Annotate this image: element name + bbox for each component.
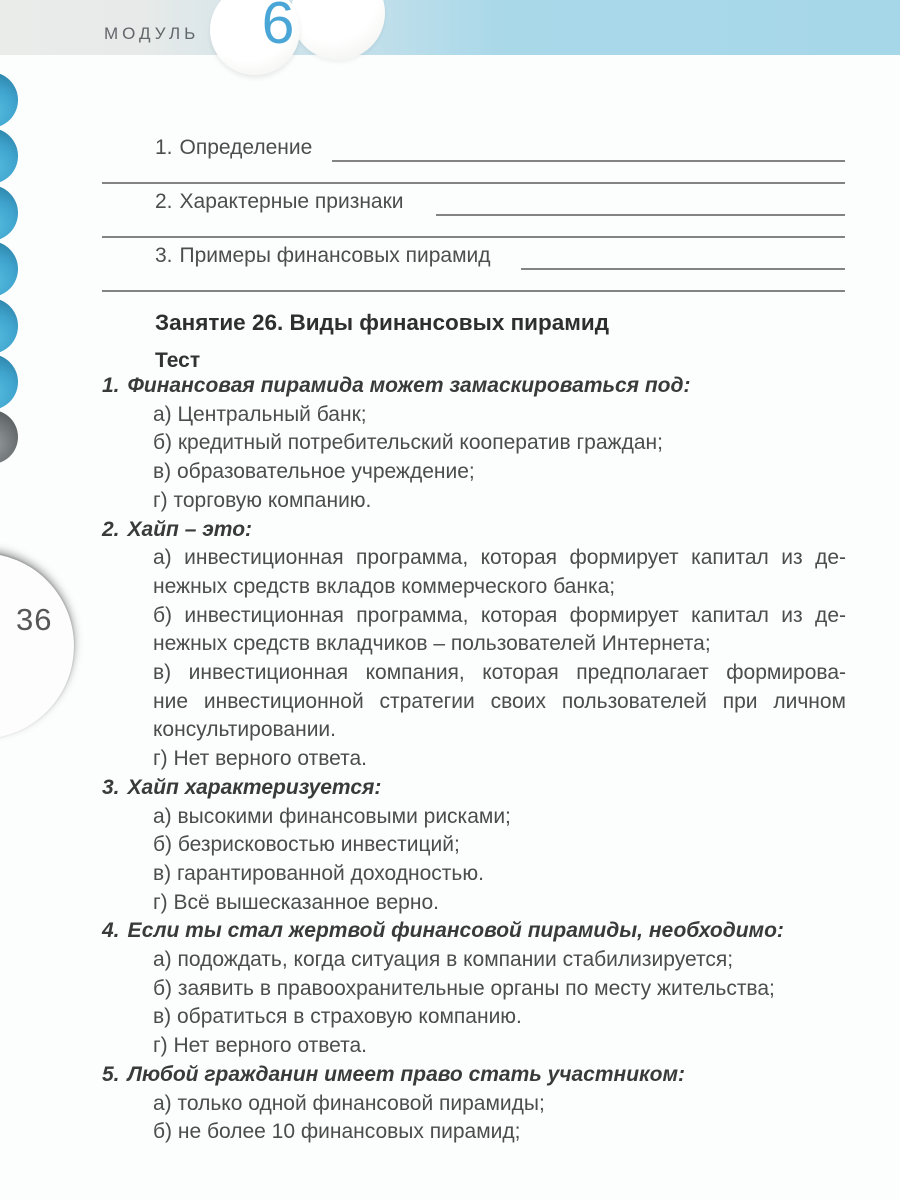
decorative-circle: [0, 128, 18, 184]
answer-blank-line: [102, 182, 845, 184]
question-header: [102, 917, 846, 946]
fill-in-number: 1.: [155, 136, 173, 159]
decorative-circle: [0, 298, 18, 354]
question-number: 2.: [102, 517, 120, 541]
option-line: г) Всё вышесказанное верно.: [153, 890, 439, 914]
option-line: а) подождать, когда ситуация в компании стабилизируется;: [153, 948, 734, 972]
question-number: 3.: [102, 775, 120, 799]
answer-option: [153, 831, 846, 860]
fill-in-label: Примеры финансовых пирамид: [179, 244, 491, 267]
answer-option: [153, 1003, 846, 1032]
answer-option: [153, 429, 846, 458]
fill-in-label: Характерные признаки: [179, 190, 404, 213]
answer-option: [153, 889, 846, 918]
fill-in-number: 2.: [155, 190, 173, 213]
answer-option: [153, 659, 846, 745]
option-line: в) обратиться в страховую компанию.: [153, 1005, 522, 1029]
test-section: [102, 372, 846, 1147]
option-line: б) не более 10 финансовых пирамид;: [153, 1120, 521, 1144]
fill-in-item-features: [155, 190, 404, 214]
option-line: а) высокими финансовыми рисками;: [153, 804, 511, 828]
option-line: г) Нет верного ответа.: [153, 1034, 367, 1058]
answer-blank-line: [102, 236, 845, 238]
option-line: а) Центральный банк;: [153, 402, 367, 426]
question-number: 5.: [102, 1062, 120, 1086]
question-text: Любой гражданин имеет право стать участником:: [127, 1062, 686, 1086]
answer-blank-line: [102, 290, 845, 292]
answer-option: [153, 975, 846, 1004]
answer-option: [153, 860, 846, 889]
option-line: г) торговую компанию.: [153, 488, 372, 512]
option-line: в) гарантированной доходностью.: [153, 861, 484, 885]
answer-option: [153, 1032, 846, 1061]
question-header: [102, 516, 846, 545]
option-line: а) инвестиционная программа, которая формирует капитал из де-: [153, 546, 846, 570]
lesson-subtitle: Тест: [155, 349, 201, 372]
fill-in-label: Определение: [179, 136, 313, 159]
option-line: ние инвестиционной стратегии своих пользователей при личном: [153, 689, 846, 713]
answer-option: [153, 803, 846, 832]
module-label: МОДУЛЬ: [104, 24, 200, 43]
answer-option: [153, 745, 846, 774]
option-line: нежных средств вкладчиков – пользователей Интернета;: [153, 632, 711, 656]
question-header: [102, 372, 846, 401]
question-header: [102, 774, 846, 803]
answer-option: [153, 1118, 846, 1147]
option-line: г) Нет верного ответа.: [153, 747, 367, 771]
page-number: 36: [16, 602, 53, 637]
answer-option: [153, 458, 846, 487]
module-number: 6: [261, 0, 295, 56]
option-line: в) образовательное учреждение;: [153, 460, 475, 484]
answer-blank-line: [332, 160, 845, 162]
answer-option: [153, 602, 846, 659]
test-question: [102, 1061, 846, 1147]
option-line: б) безрисковостью инвестиций;: [153, 833, 460, 857]
answer-option: [153, 544, 846, 601]
option-line: нежных средств вкладов коммерческого банка;: [153, 574, 616, 598]
option-line: консультировании.: [153, 718, 336, 742]
option-line: а) только одной финансовой пирамиды;: [153, 1091, 545, 1115]
question-text: Если ты стал жертвой финансовой пирамиды, необходимо:: [127, 919, 784, 943]
fill-in-item-definition: [155, 136, 312, 160]
fill-in-item-examples: [155, 244, 491, 268]
test-question: [102, 774, 846, 918]
page-number-circle: [0, 553, 74, 739]
question-header: [102, 1061, 846, 1090]
fill-in-number: 3.: [155, 244, 173, 267]
option-line: в) инвестиционная компания, которая предполагает формирова-: [153, 661, 846, 685]
question-number: 1.: [102, 374, 120, 397]
answer-option: [153, 401, 846, 430]
answer-option: [153, 487, 846, 516]
lesson-title: Занятие 26. Виды финансовых пирамид: [155, 310, 610, 335]
test-question: [102, 917, 846, 1061]
decorative-circle: [0, 241, 18, 297]
option-line: б) инвестиционная программа, которая формирует капитал из де-: [153, 603, 846, 627]
answer-option: [153, 1090, 846, 1119]
answer-option: [153, 946, 846, 975]
test-question: [102, 372, 846, 516]
decorative-circle: [0, 354, 18, 410]
question-number: 4.: [102, 919, 120, 943]
question-text: Хайп характеризуется:: [127, 775, 382, 799]
question-text: Хайп – это:: [127, 517, 253, 541]
answer-blank-line: [436, 214, 845, 216]
option-line: б) кредитный потребительский кооператив граждан;: [153, 431, 663, 455]
decorative-circle: [0, 185, 18, 241]
option-line: б) заявить в правоохранительные органы по месту жительства;: [153, 976, 775, 1000]
decorative-circle: [0, 410, 18, 464]
question-text: Финансовая пирамида может замаскироваться под:: [127, 374, 691, 397]
answer-blank-line: [521, 268, 845, 270]
decorative-circle: [0, 72, 18, 128]
test-question: [102, 516, 846, 774]
